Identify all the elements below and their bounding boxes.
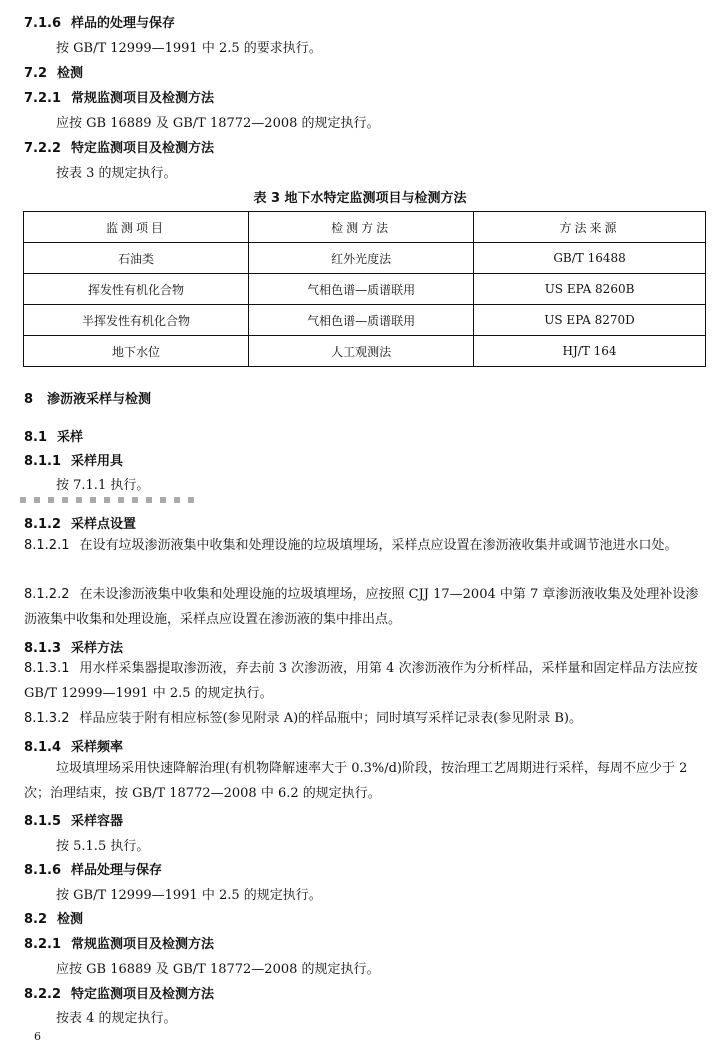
table-cell: HJ/T 164 bbox=[474, 336, 706, 367]
table-row bbox=[24, 305, 706, 336]
section-number: 8.2.2 bbox=[24, 987, 62, 1002]
heading-8-1-4 bbox=[24, 736, 123, 755]
table-cell: 红外光度法 bbox=[249, 243, 474, 274]
section-number: 7.2.1 bbox=[24, 91, 62, 106]
table-cell: US EPA 8260B bbox=[474, 274, 706, 305]
section-title: 检测 bbox=[57, 66, 84, 81]
heading-8-2-2 bbox=[24, 983, 214, 1002]
section-number: 8.1.3 bbox=[24, 641, 62, 656]
clause-8-1-3-1 bbox=[24, 656, 708, 706]
column-header: 检测方法 bbox=[249, 212, 474, 243]
table-3 bbox=[23, 211, 706, 367]
heading-8-1-2 bbox=[24, 513, 136, 532]
section-title: 采样方法 bbox=[71, 641, 124, 656]
paragraph: 垃圾填埋场采用快速降解治理(有机物降解速率大于 0.3%/d)阶段，按治理工艺周期进行采样，每周不应少于 2 次；治理结束，按 GB/T 18772—2008 中 6.2 的规定执行。 bbox=[24, 761, 688, 801]
section-number: 8.2.1 bbox=[24, 937, 62, 952]
table-cell: 挥发性有机化合物 bbox=[24, 274, 249, 305]
section-title: 样品处理与保存 bbox=[71, 863, 163, 878]
table-row bbox=[24, 336, 706, 367]
table-header-row bbox=[24, 212, 706, 243]
clause-number: 8.1.2.1 bbox=[24, 538, 70, 553]
table-cell: 半挥发性有机化合物 bbox=[24, 305, 249, 336]
clause-8-1-2-1 bbox=[24, 533, 708, 558]
heading-8-1-1 bbox=[24, 450, 123, 469]
column-header: 监测项目 bbox=[24, 212, 249, 243]
section-title: 采样用具 bbox=[71, 454, 124, 469]
section-title: 采样容器 bbox=[71, 814, 124, 829]
section-number: 8 bbox=[24, 392, 34, 407]
paragraph: 按表 3 的规定执行。 bbox=[56, 166, 177, 181]
clause-text: 在未设渗沥液集中收集和处理设施的垃圾填埋场，应按照 CJJ 17—2004 中第 7 章渗沥液收集及处理补设渗沥液集中收集和处理设施，采样点应设置在渗沥液的集中排出点。 bbox=[24, 587, 699, 627]
section-title: 特定监测项目及检测方法 bbox=[71, 141, 215, 156]
heading-8-1-6 bbox=[24, 859, 162, 878]
clause-8-1-3-2 bbox=[24, 706, 708, 731]
table-cell: 人工观测法 bbox=[249, 336, 474, 367]
heading-8-2 bbox=[24, 908, 83, 927]
section-number: 7.1.6 bbox=[24, 16, 62, 31]
heading-8-1-5 bbox=[24, 810, 123, 829]
table-cell: 气相色谱—质谱联用 bbox=[249, 274, 474, 305]
table-cell: GB/T 16488 bbox=[474, 243, 706, 274]
paragraph: 按 7.1.1 执行。 bbox=[56, 478, 150, 493]
clause-text: 样品应装于附有相应标签(参见附录 A)的样品瓶中；同时填写采样记录表(参见附录 B)。 bbox=[79, 711, 582, 726]
table-row bbox=[24, 243, 706, 274]
heading-8-1 bbox=[24, 426, 83, 445]
section-number: 7.2.2 bbox=[24, 141, 62, 156]
column-header: 方法来源 bbox=[474, 212, 706, 243]
page-number: 6 bbox=[34, 1030, 41, 1043]
table-caption: 表 3 地下水特定监测项目与检测方法 bbox=[253, 191, 467, 206]
section-title: 常规监测项目及检测方法 bbox=[71, 937, 215, 952]
paragraph: 按表 4 的规定执行。 bbox=[56, 1011, 177, 1026]
clause-number: 8.1.2.2 bbox=[24, 587, 70, 602]
section-title: 渗沥液采样与检测 bbox=[47, 392, 152, 407]
section-number: 8.1.4 bbox=[24, 740, 62, 755]
section-number: 8.1.1 bbox=[24, 454, 62, 469]
section-title: 采样点设置 bbox=[71, 517, 137, 532]
heading-7-1-6 bbox=[24, 12, 175, 31]
section-title: 采样 bbox=[57, 430, 84, 445]
heading-7-2-2 bbox=[24, 137, 214, 156]
heading-7-2 bbox=[24, 62, 83, 81]
section-title: 特定监测项目及检测方法 bbox=[71, 987, 215, 1002]
section-number: 7.2 bbox=[24, 66, 48, 81]
paragraph: 应按 GB 16889 及 GB/T 18772—2008 的规定执行。 bbox=[56, 962, 380, 977]
table-cell: 地下水位 bbox=[24, 336, 249, 367]
section-number: 8.1 bbox=[24, 430, 48, 445]
section-number: 8.1.6 bbox=[24, 863, 62, 878]
clause-number: 8.1.3.1 bbox=[24, 661, 70, 676]
section-title: 采样频率 bbox=[71, 740, 124, 755]
section-title: 常规监测项目及检测方法 bbox=[71, 91, 215, 106]
section-number: 8.1.2 bbox=[24, 517, 62, 532]
table-row bbox=[24, 274, 706, 305]
section-title: 样品的处理与保存 bbox=[71, 16, 176, 31]
clause-8-1-2-2 bbox=[24, 582, 708, 632]
paragraph: 按 GB/T 12999—1991 中 2.5 的规定执行。 bbox=[56, 888, 322, 903]
table-cell: US EPA 8270D bbox=[474, 305, 706, 336]
heading-8-1-3 bbox=[24, 637, 123, 656]
table-cell: 石油类 bbox=[24, 243, 249, 274]
heading-8-2-1 bbox=[24, 933, 214, 952]
paragraph: 应按 GB 16889 及 GB/T 18772—2008 的规定执行。 bbox=[56, 116, 380, 131]
paragraph: 按 5.1.5 执行。 bbox=[56, 839, 150, 854]
heading-8 bbox=[24, 388, 151, 407]
section-number: 8.2 bbox=[24, 912, 48, 927]
section-title: 检测 bbox=[57, 912, 84, 927]
section-number: 8.1.5 bbox=[24, 814, 62, 829]
clause-text: 用水样采集器提取渗沥液，弃去前 3 次渗沥液，用第 4 次渗沥液作为分析样品，采样量和固定样品方法应按 GB/T 12999—1991 中 2.5 的规定执行。 bbox=[24, 661, 698, 701]
table-cell: 气相色谱—质谱联用 bbox=[249, 305, 474, 336]
clause-text: 在设有垃圾渗沥液集中收集和处理设施的垃圾填埋场，采样点应设置在渗沥液收集井或调节池进水口处。 bbox=[79, 538, 678, 553]
scan-artifact bbox=[20, 497, 200, 503]
paragraph: 按 GB/T 12999—1991 中 2.5 的要求执行。 bbox=[56, 41, 322, 56]
clause-number: 8.1.3.2 bbox=[24, 711, 70, 726]
heading-7-2-1 bbox=[24, 87, 214, 106]
